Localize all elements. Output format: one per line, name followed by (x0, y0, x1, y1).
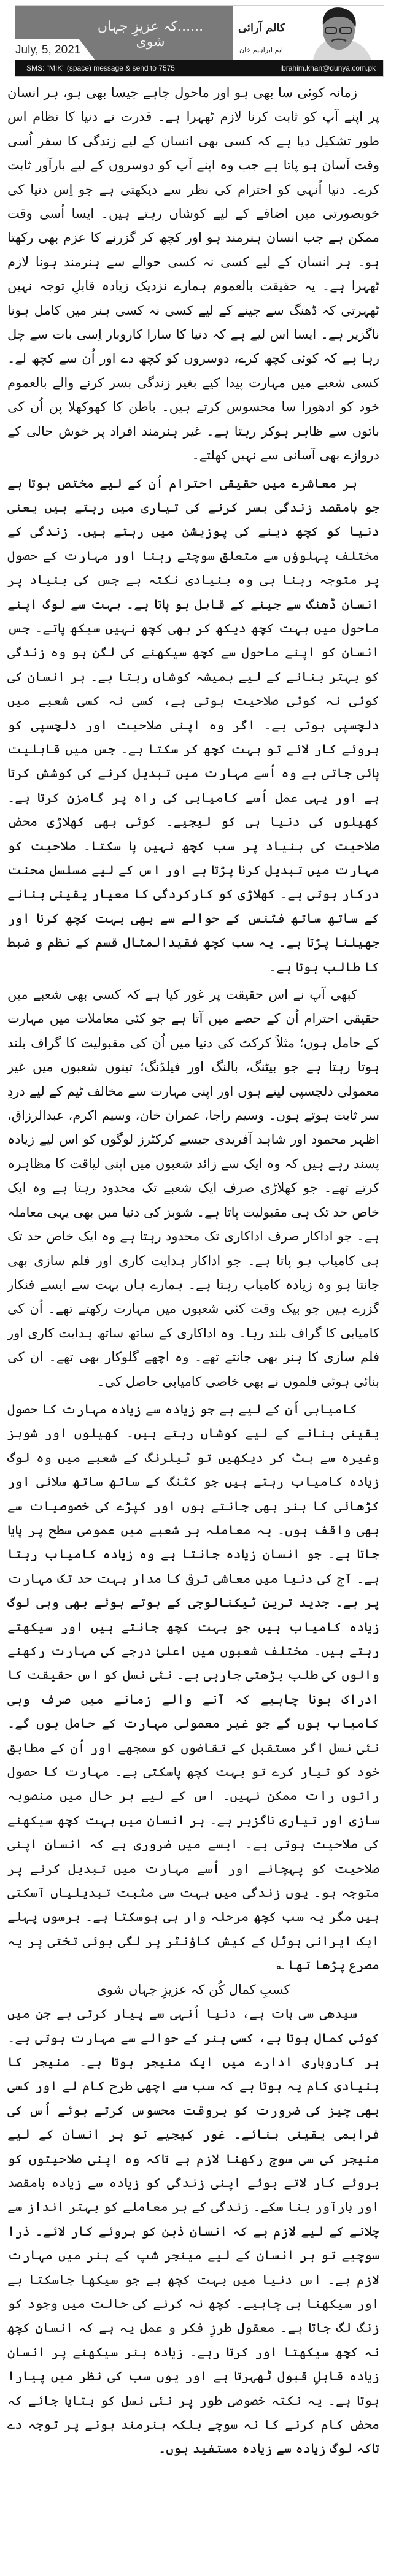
verse: کسبِ کمال کُن کہ عزیزِ جہاں شوی (96, 1982, 290, 1997)
article-body (7, 81, 379, 2465)
paragraph: کبھی آپ نے اس حقیقت پر غور کیا ہے کہ کسی بھی شعبے میں حقیقی احترام اُن کے حصے میں آتا ہے جو کئی معاملات میں مہارت کے حامل ہوں؛ مثلاً کرکٹ کی دنیا میں اُن کی مقبولیت کا گراف بلند ہوتا رہتا ہے جو بیٹنگ، بالنگ اور فیلڈنگ؛ تینوں شعبوں میں غیر معمولی دلچسپی لیتے ہوں اور اپنی مہارت سے مخالف ٹیم کے لیے دردِ سر ثابت ہوتے ہوں۔ وسیم راجا، عمران خان، وسیم اکرم، عبدالرزاق، اظہر محمود اور شاہد آفریدی جیسے کرکٹرز لوگوں کو اس لیے زیادہ پسند رہے ہیں کہ وہ ایک سے زائد شعبوں میں اپنی لیاقت کا مظاہرہ کرتے تھے۔ جو کھلاڑی صرف ایک شعبے تک محدود رہتا ہے وہ ایک خاص حد تک ہی مقبولیت پاتا ہے۔ شوبز کی دنیا میں بھی یہی معاملہ ہے۔ جو اداکار صرف اداکاری تک محدود رہتا ہے وہ ایک خاص حد تک ہی کامیاب ہو پاتا ہے۔ جو اداکار ہدایت کاری اور فلم سازی بھی جانتا ہو وہ زیادہ کامیاب رہتا ہے۔ ہمارے ہاں بہت سے ایسے فنکار گزرے ہیں جو بیک وقت کئی شعبوں میں مہارت رکھتے تھے۔ اُن کی کامیابی کا گراف بلند رہا۔ وہ اداکاری کے ساتھ ساتھ ہدایت کاری اور فلم سازی کا ہنر بھی جانتے تھے۔ وہ اچھے گلوکار بھی تھے۔ ان کی بنائی ہوئی فلموں نے بھی خاصی کامیابی حاصل کی۔ (7, 987, 379, 1389)
paragraph: زمانہ کوئی سا بھی ہو اور ماحول چاہے جیسا بھی ہو، ہر انسان پر اپنے آپ کو ثابت کرنا لازم ٹھہرا ہے۔ قدرت نے دنیا کا نظام اس طور تشکیل دیا ہے کہ کسی بھی انسان کے لیے زندگی کا سفر اُسی وقت آسان ہو پاتا ہے جب وہ اپنے آپ کو دوسروں کے لیے بارآور ثابت کرے۔ دنیا اُنہی کو احترام کی نظر سے دیکھتی ہے جو اِس دنیا کی خوبصورتی میں اضافے کے لیے کوشاں رہتے ہیں۔ ایسا اُسی وقت ممکن ہے جب انسان ہنرمند ہو اور کچھ کر گزرنے کا عزم بھی رکھتا ہو۔ ہر انسان کے لیے کسی نہ کسی حوالے سے ہنرمند ہونا لازم ٹھہرا ہے۔ یہ حقیقت بالعموم ہمارے نزدیک زیادہ قابلِ توجہ نہیں ٹھہرتی کہ ڈھنگ سے جینے کے لیے کسی نہ کسی ہنر میں کامل ہونا ناگزیر ہے۔ ایسا اس لیے ہے کہ دنیا کا سارا کاروبار اِسی بات سے چل رہا ہے کہ کوئی کچھ کرے، دوسروں کو کچھ دے اور اُن سے کچھ لے۔ کسی شعبے میں مہارت پیدا کیے بغیر زندگی بسر کرنے والے بالعموم خود کو ادھورا سا محسوس کرتے ہیں۔ باطن کا کھوکھلا پن اُن کی باتوں سے ظاہر ہوکر رہتا ہے۔ غیر ہنرمند افراد پر خوش حالی کے دروازے بھی آسانی سے نہیں کھلتے۔ (7, 85, 379, 463)
paragraph: سیدھی سی بات ہے، دنیا اُنہی سے پیار کرتی ہے جن میں کوئی کمال ہوتا ہے، کسی ہنر کے حوالے سے مہارت ہوتی ہے۔ ہر کاروباری ادارے میں ایک منیجر ہوتا ہے۔ منیجر کا بنیادی کام یہ ہوتا ہے کہ سب سے اچھی طرح کام لے اور کسی بھی چیز کی ضرورت کو بروقت محسوس کرتے ہوئے اُس کی فراہمی یقینی بنائے۔ غور کیجیے تو ہر انسان کے لیے منیجر کی سی سوچ رکھنا لازم ہے تاکہ وہ اپنی صلاحیتوں کو بروئے کار لاتے ہوئے اپنی زندگی کو زیادہ سے زیادہ بامقصد اور بارآور بنا سکے۔ زندگی کے ہر معاملے کو بہتر انداز سے چلانے کے لیے لازم ہے کہ انسان ذہن کو بروئے کار لائے۔ ذرا سوچیے تو ہر انسان کے لیے مینجر شپ کے ہنر میں مہارت لازم ہے۔ اس دنیا میں بہت کچھ ہے جو سیکھا جاسکتا ہے اور سیکھنا ہی چاہیے۔ کچھ نہ کرنے کی حالت میں وجود کو زنگ لگ جاتا ہے۔ معقول طرزِ فکر و عمل یہ ہے کہ انسان کچھ نہ کچھ سیکھتا اور کرتا رہے۔ زیادہ ہنر سیکھنے پر انسان زیادہ قابلِ قبول ٹھہرتا ہے اور یوں سب کی نظر میں پیارا ہوتا ہے۔ یہ نکتہ خصوصی طور پر نئی نسل کو بتایا جائے کہ محض کام کرنے کا نہ سوچے بلکہ ہنرمند ہونے پر توجہ دے تاکہ لوگ زیادہ سے زیادہ مستفید ہوں۔ (7, 2006, 379, 2456)
column-header (15, 5, 384, 77)
author-photo-icon (295, 7, 381, 60)
publish-date: July, 5, 2021 (15, 44, 81, 56)
column-title: ......کہ عزیزِ جہاں شوی (97, 19, 204, 50)
paragraph: کامیابی اُن کے لیے ہے جو زیادہ سے زیادہ مہارت کا حصول یقینی بنانے کے لیے کوشاں رہتے ہیں۔ کھیلوں اور شوبز وغیرہ سے ہٹ کر دیکھیں تو ٹیلرنگ کے شعبے میں وہ لوگ زیادہ کامیاب رہتے ہیں جو کٹنگ کے ساتھ ساتھ سلائی اور کڑھائی کا ہنر بھی جانتے ہوں اور کپڑے کی خصوصیات سے بھی واقف ہوں۔ یہ معاملہ ہر شعبے میں عمومی سطح پر پایا جاتا ہے۔ جو انسان زیادہ جانتا ہے وہ زیادہ کامیاب رہتا ہے۔ آج کی دنیا میں معاشی ترقی کا مدار بہت حد تک مہارت پر ہے۔ جدید ترین ٹیکنالوجی کے ہوتے ہوئے بھی وہی لوگ زیادہ کامیاب ہیں جو بہت کچھ جانتے ہیں اور سیکھتے رہتے ہیں۔ مختلف شعبوں میں اعلیٰ درجے کی مہارت رکھنے والوں کی طلب بڑھتی جارہی ہے۔ نئی نسل کو اس حقیقت کا ادراک ہونا چاہیے کہ آنے والے زمانے میں صرف وہی کامیاب ہوں گے جو غیر معمولی مہارت کے حامل ہوں گے۔ نئی نسل اگر مستقبل کے تقاضوں کو سمجھے اور اُن کے مطابق خود کو تیار کرے تو بہت کچھ پاسکتی ہے۔ مہارت کا حصول راتوں رات ممکن نہیں۔ اس کے لیے ہر حال میں منصوبہ سازی اور تیاری ناگزیر ہے۔ ہر انسان میں بہت کچھ سیکھنے کی صلاحیت ہوتی ہے۔ ایسے میں ضروری ہے کہ انسان اپنی صلاحیت کو پہچانے اور اُسے مہارت میں تبدیل کرنے پر متوجہ ہو۔ یوں زندگی میں بہت سی مثبت تبدیلیاں آسکتی ہیں مگر یہ سب کچھ مرحلہ وار ہی ہوسکتا ہے۔ برسوں پہلے ایک ایرانی ہوٹل کے کیش کاؤنٹر پر لگی ہوئی تختی پر یہ مصرع پڑھا تھا ؎ (7, 1401, 379, 1973)
sms-info: SMS: "MIK" (space) message & send to 7575 (26, 64, 175, 72)
column-brand: کالم آرائی (238, 21, 285, 34)
contact-strip (15, 60, 383, 76)
paragraph: ہر معاشرے میں حقیقی احترام اُن کے لیے مختص ہوتا ہے جو بامقصد زندگی بسر کرنے کی تیاری میں رہتے ہیں یعنی دنیا کو کچھ دینے کی پوزیشن میں رہتے ہیں۔ زندگی کے مختلف پہلوؤں سے متعلق سوچتے رہنا اور مہارت کے حصول پر متوجہ رہنا ہی وہ بنیادی نکتہ ہے جس کی بنیاد پر انسان ڈھنگ سے جینے کے قابل ہو پاتا ہے۔ بہت سے لوگ اپنے ماحول میں بہت کچھ دیکھ کر بھی کچھ نہیں سیکھ پاتے۔ جس انسان کو اپنے ماحول سے کچھ سیکھنے کی لگن ہو وہ زندگی کو بہتر بنانے کے لیے ہمیشہ کوشاں رہتا ہے۔ ہر انسان کی کوئی نہ کوئی صلاحیت ہوتی ہے، کسی نہ کسی شعبے میں دلچسپی ہوتی ہے۔ اگر وہ اپنی صلاحیت اور دلچسپی کو بروئے کار لائے تو بہت کچھ کر سکتا ہے۔ جس میں قابلیت پائی جاتی ہے وہ اُسے مہارت میں تبدیل کرنے کی کوشش کرتا ہے اور یہی عمل اُسے کامیابی کی راہ پر گامزن کرتا ہے۔ کھیلوں کی دنیا ہی کو لیجیے۔ کوئی بھی کھلاڑی محض صلاحیت کی بنیاد پر سب کچھ نہیں پا سکتا۔ صلاحیت کو مہارت میں تبدیل کرنا پڑتا ہے اور اس کے لیے مسلسل محنت درکار ہوتی ہے۔ کھلاڑی کو کارکردگی کا معیار یقینی بنانے کے ساتھ ساتھ فٹنس کے حوالے سے بھی بہت کچھ کرنا اور جھیلنا پڑتا ہے۔ یہ سب کچھ فقیدالمثال قسم کے نظم و ضبط کا طالب ہوتا ہے۔ (7, 475, 379, 974)
author-panel (233, 6, 384, 60)
title-band (15, 6, 233, 60)
author-email: ibrahim.khan@dunya.com.pk (280, 64, 376, 72)
author-name: ایم ابراہیم خان (239, 46, 283, 54)
